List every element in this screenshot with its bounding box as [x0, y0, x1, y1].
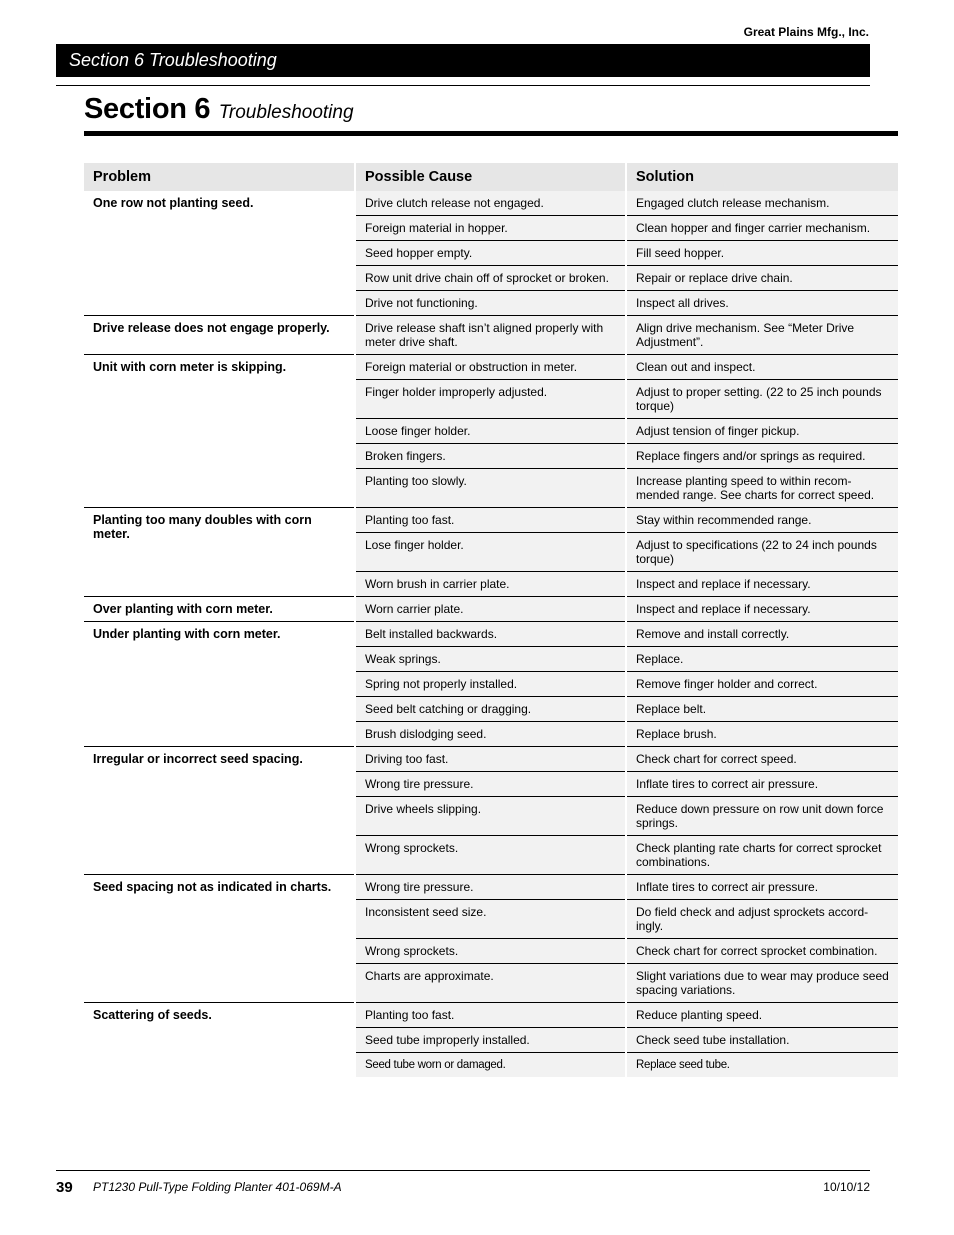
section-banner — [56, 44, 870, 77]
cause-cell: Foreign material or obstruction in meter. — [355, 355, 626, 380]
table-header-row — [84, 163, 898, 191]
cause-cell: Wrong tire pressure. — [355, 875, 626, 900]
solution-cell: Inflate tires to correct air pressure. — [626, 875, 898, 900]
table-row — [84, 875, 898, 900]
solution-cell: Replace. — [626, 647, 898, 672]
footer-divider — [56, 1170, 870, 1171]
problem-cell: Irregular or incorrect seed spacing. — [84, 747, 355, 875]
cause-cell: Worn carrier plate. — [355, 597, 626, 622]
solution-cell: Adjust to proper setting. (22 to 25 inch pounds torque) — [626, 380, 898, 419]
solution-cell: Remove and install correctly. — [626, 622, 898, 647]
cause-cell: Foreign material in hopper. — [355, 216, 626, 241]
cause-cell: Belt installed backwards. — [355, 622, 626, 647]
table-row — [84, 508, 898, 533]
solution-cell: Engaged clutch release mechanism. — [626, 191, 898, 216]
page-number: 39 — [56, 1179, 73, 1196]
cause-cell: Drive wheels slipping. — [355, 797, 626, 836]
solution-cell: Check planting rate charts for correct sprocket combinations. — [626, 836, 898, 875]
cause-cell: Planting too fast. — [355, 508, 626, 533]
cause-cell: Brush dislodging seed. — [355, 722, 626, 747]
solution-cell: Increase planting speed to within recom-mended range. See charts for correct speed. — [626, 469, 898, 508]
solution-cell: Inflate tires to correct air pressure. — [626, 772, 898, 797]
solution-cell: Align drive mechanism. See “Meter Drive Adjustment”. — [626, 316, 898, 355]
solution-cell: Adjust tension of finger pickup. — [626, 419, 898, 444]
solution-cell: Stay within recommended range. — [626, 508, 898, 533]
cause-cell: Wrong sprockets. — [355, 939, 626, 964]
cause-cell: Planting too slowly. — [355, 469, 626, 508]
company-name: Great Plains Mfg., Inc. — [743, 25, 869, 39]
solution-cell: Do field check and adjust sprockets accord-ingly. — [626, 900, 898, 939]
cause-cell: Drive release shaft isn’t aligned properly with meter drive shaft. — [355, 316, 626, 355]
cause-cell: Lose finger holder. — [355, 533, 626, 572]
page-title-sub: Troubleshooting — [218, 102, 354, 123]
table-body — [84, 191, 898, 1077]
solution-cell: Reduce down pressure on row unit down force springs. — [626, 797, 898, 836]
table-row — [84, 622, 898, 647]
problem-cell: Planting too many doubles with corn meter. — [84, 508, 355, 597]
solution-cell: Replace belt. — [626, 697, 898, 722]
solution-cell: Adjust to specifications (22 to 24 inch pounds torque) — [626, 533, 898, 572]
solution-cell: Check seed tube installation. — [626, 1028, 898, 1053]
column-header-solution: Solution — [626, 163, 898, 191]
problem-cell: Seed spacing not as indicated in charts. — [84, 875, 355, 1003]
problem-cell: One row not planting seed. — [84, 191, 355, 316]
page-title — [84, 93, 354, 126]
cause-cell: Spring not properly installed. — [355, 672, 626, 697]
solution-cell: Inspect and replace if necessary. — [626, 572, 898, 597]
solution-cell: Replace seed tube. — [626, 1053, 898, 1078]
solution-cell: Slight variations due to wear may produce seed spacing variations. — [626, 964, 898, 1003]
problem-cell: Unit with corn meter is skipping. — [84, 355, 355, 508]
cause-cell: Seed belt catching or dragging. — [355, 697, 626, 722]
problem-cell: Under planting with corn meter. — [84, 622, 355, 747]
column-header-problem: Problem — [84, 163, 355, 191]
solution-cell: Reduce planting speed. — [626, 1003, 898, 1028]
solution-cell: Inspect all drives. — [626, 291, 898, 316]
cause-cell: Finger holder improperly adjusted. — [355, 380, 626, 419]
cause-cell: Charts are approximate. — [355, 964, 626, 1003]
solution-cell: Fill seed hopper. — [626, 241, 898, 266]
table-row — [84, 1003, 898, 1028]
solution-cell: Check chart for correct sprocket combination. — [626, 939, 898, 964]
table-row — [84, 355, 898, 380]
solution-cell: Check chart for correct speed. — [626, 747, 898, 772]
problem-cell: Scattering of seeds. — [84, 1003, 355, 1078]
section-banner-label: Section 6 Troubleshooting — [69, 50, 277, 70]
cause-cell: Wrong tire pressure. — [355, 772, 626, 797]
solution-cell: Replace fingers and/or springs as required. — [626, 444, 898, 469]
cause-cell: Broken fingers. — [355, 444, 626, 469]
document-date: 10/10/12 — [823, 1180, 870, 1194]
problem-cell: Over planting with corn meter. — [84, 597, 355, 622]
cause-cell: Seed tube improperly installed. — [355, 1028, 626, 1053]
cause-cell: Wrong sprockets. — [355, 836, 626, 875]
document-title: PT1230 Pull-Type Folding Planter 401-069M-A — [93, 1180, 342, 1194]
solution-cell: Repair or replace drive chain. — [626, 266, 898, 291]
cause-cell: Drive clutch release not engaged. — [355, 191, 626, 216]
cause-cell: Inconsistent seed size. — [355, 900, 626, 939]
table-row — [84, 316, 898, 355]
cause-cell: Row unit drive chain off of sprocket or broken. — [355, 266, 626, 291]
solution-cell: Clean hopper and finger carrier mechanism. — [626, 216, 898, 241]
title-divider — [84, 131, 898, 136]
solution-cell: Inspect and replace if necessary. — [626, 597, 898, 622]
cause-cell: Seed tube worn or damaged. — [355, 1053, 626, 1078]
table-row — [84, 191, 898, 216]
cause-cell: Driving too fast. — [355, 747, 626, 772]
cause-cell: Loose finger holder. — [355, 419, 626, 444]
solution-cell: Clean out and inspect. — [626, 355, 898, 380]
troubleshooting-table — [84, 163, 898, 1077]
solution-cell: Replace brush. — [626, 722, 898, 747]
problem-cell: Drive release does not engage properly. — [84, 316, 355, 355]
header-divider — [56, 85, 870, 86]
page-title-main: Section 6 — [84, 93, 211, 125]
cause-cell: Weak springs. — [355, 647, 626, 672]
cause-cell: Drive not functioning. — [355, 291, 626, 316]
cause-cell: Seed hopper empty. — [355, 241, 626, 266]
table-row — [84, 747, 898, 772]
solution-cell: Remove finger holder and correct. — [626, 672, 898, 697]
table-row — [84, 597, 898, 622]
column-header-cause: Possible Cause — [355, 163, 626, 191]
cause-cell: Worn brush in carrier plate. — [355, 572, 626, 597]
cause-cell: Planting too fast. — [355, 1003, 626, 1028]
